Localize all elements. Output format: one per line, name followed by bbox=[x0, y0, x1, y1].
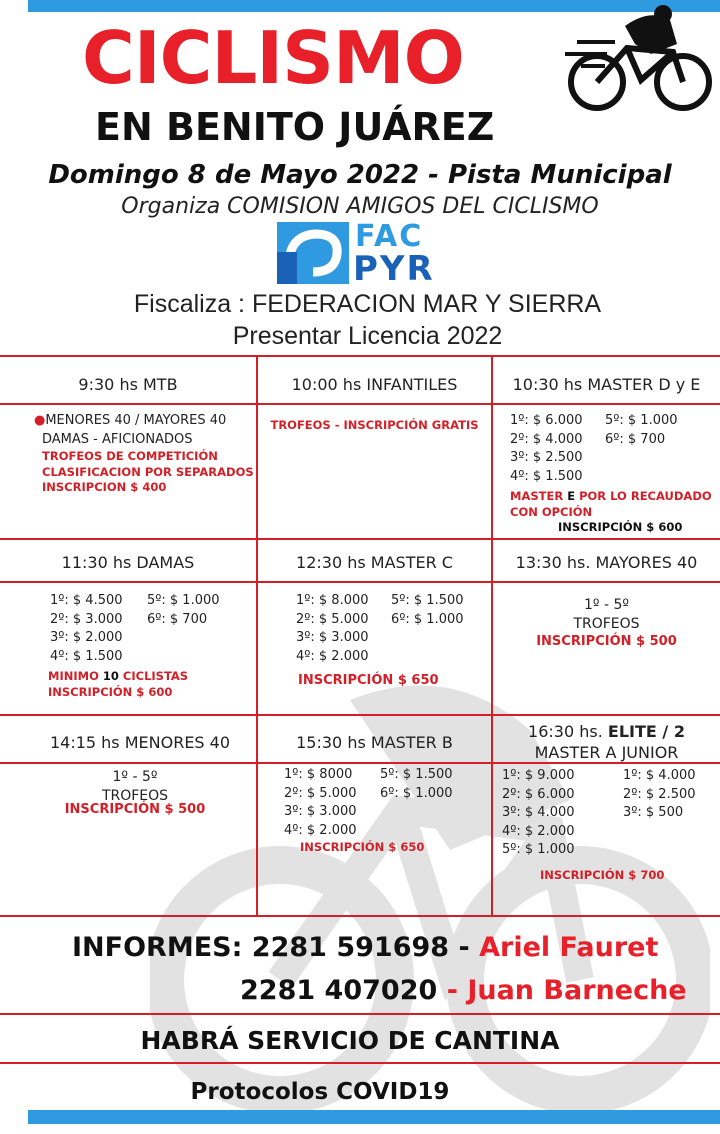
informes-line-1 bbox=[72, 932, 658, 963]
note-opcion: CON OPCIÓN bbox=[510, 504, 593, 519]
prize-5: 5º: $ 1.500 bbox=[391, 593, 464, 608]
master-d-e-prizes-right bbox=[605, 412, 715, 449]
elite-time: 16:30 hs. bbox=[528, 722, 603, 741]
table-line bbox=[0, 538, 720, 540]
informes-label: INFORMES: bbox=[72, 932, 243, 963]
minimum-cyclists: CICLISTAS bbox=[122, 669, 189, 683]
trophies-label: TROFEOS bbox=[101, 787, 169, 804]
junior-prize-2: 2º: $ 2.500 bbox=[623, 786, 696, 802]
master-b-inscription: INSCRIPCIÓN $ 650 bbox=[300, 840, 425, 854]
trophies-range: 1º - 5º bbox=[112, 769, 158, 785]
cantina-notice: HABRÁ SERVICIO DE CANTINA bbox=[140, 1026, 560, 1055]
mtb-inscription: INSCRIPCION $ 400 bbox=[42, 480, 167, 494]
menores-40-details bbox=[0, 768, 270, 820]
prize-3: 3º: $ 2.000 bbox=[50, 630, 123, 645]
menores-40-inscription: INSCRIPCIÓN $ 500 bbox=[64, 802, 206, 817]
damas-inscription: INSCRIPCIÓN $ 600 bbox=[48, 684, 173, 699]
schedule-elite bbox=[493, 721, 720, 763]
infantiles-trophies: TROFEOS - INSCRIPCIÓN GRATIS bbox=[270, 418, 479, 432]
table-line bbox=[0, 581, 720, 583]
elite-inscription: INSCRIPCIÓN $ 700 bbox=[540, 868, 665, 882]
master-c-prizes-right bbox=[391, 592, 489, 629]
prize-4: 4º: $ 2.000 bbox=[502, 823, 575, 839]
prize-6: 6º: $ 700 bbox=[605, 431, 666, 447]
elite-subcategories: MASTER A JUNIOR bbox=[534, 743, 679, 762]
trophies-label: TROFEOS bbox=[573, 615, 640, 632]
schedule-menores-40: 14:15 hs MENORES 40 bbox=[49, 733, 231, 752]
elite-prizes-right bbox=[623, 767, 718, 823]
prize-4: 4º: $ 1.500 bbox=[50, 648, 123, 664]
separator: - bbox=[446, 975, 458, 1006]
note-e: E bbox=[567, 489, 576, 503]
mtb-categories: MENORES 40 / MAYORES 40 bbox=[45, 413, 227, 428]
prize-3: 3º: $ 2.500 bbox=[510, 450, 583, 465]
master-c-prizes-left bbox=[296, 592, 392, 666]
table-line bbox=[0, 1062, 720, 1064]
master-c-inscription: INSCRIPCIÓN $ 650 bbox=[298, 673, 439, 688]
master-b-prizes-left bbox=[284, 766, 380, 840]
table-line bbox=[0, 714, 720, 716]
elite-notes bbox=[540, 868, 715, 884]
organizer-line: Organiza COMISION AMIGOS DEL CICLISMO bbox=[121, 194, 599, 219]
phone-2: 2281 407020 bbox=[240, 975, 438, 1006]
prize-2: 2º: $ 6.000 bbox=[502, 786, 575, 802]
fiscaliza-line: Fiscaliza : FEDERACION MAR Y SIERRA bbox=[133, 290, 602, 318]
prize-5: 5º: $ 1.500 bbox=[380, 767, 453, 782]
mtb-trophies: TROFEOS DE COMPETICIÓN bbox=[42, 449, 218, 463]
note-recaudado: POR LO RECAUDADO bbox=[579, 489, 712, 503]
table-line bbox=[0, 355, 720, 357]
junior-prize-1: 1º: $ 4.000 bbox=[623, 768, 696, 783]
note-master: MASTER bbox=[510, 489, 564, 503]
bullet-icon: ● bbox=[34, 413, 46, 428]
prize-3: 3º: $ 3.000 bbox=[296, 630, 369, 645]
minimum-number: 10 bbox=[102, 669, 119, 683]
schedule-mtb: 9:30 hs MTB bbox=[78, 375, 178, 394]
prize-1: 1º: $ 9.000 bbox=[502, 768, 575, 783]
prize-1: 1º: $ 8000 bbox=[284, 767, 353, 782]
facpyr-logo-icon bbox=[277, 222, 349, 284]
table-line bbox=[0, 1013, 720, 1015]
mayores-40-inscription: INSCRIPCIÓN $ 500 bbox=[536, 634, 677, 649]
separator: - bbox=[458, 932, 470, 963]
event-date: Domingo 8 de Mayo 2022 - Pista Municipal bbox=[48, 160, 672, 190]
prize-6: 6º: $ 1.000 bbox=[391, 611, 464, 627]
schedule-master-b: 15:30 hs MASTER B bbox=[296, 733, 453, 752]
mtb-details bbox=[34, 412, 254, 496]
prize-4: 4º: $ 2.000 bbox=[284, 822, 357, 838]
schedule-master-d-e: 10:30 hs MASTER D y E bbox=[512, 375, 701, 394]
logo-text-top: FAC bbox=[355, 219, 424, 254]
elite-prizes-left bbox=[502, 767, 612, 860]
mtb-classification: CLASIFICACION POR SEPARADOS bbox=[42, 464, 254, 479]
phone-1: 2281 591698 bbox=[251, 932, 450, 963]
contact-name-2: Juan Barneche bbox=[467, 975, 687, 1006]
prize-1: 1º: $ 4.500 bbox=[50, 593, 123, 608]
damas-notes bbox=[48, 669, 254, 700]
damas-prizes-right bbox=[147, 592, 253, 629]
bottom-blue-band bbox=[28, 1110, 720, 1124]
schedule-mayores-40: 13:30 hs. MAYORES 40 bbox=[515, 553, 698, 572]
master-c-notes bbox=[298, 672, 488, 691]
prize-2: 2º: $ 5.000 bbox=[296, 611, 369, 627]
master-d-e-inscription: INSCRIPCIÓN $ 600 bbox=[558, 520, 683, 534]
event-location: EN BENITO JUÁREZ bbox=[95, 105, 495, 149]
prize-5: 5º: $ 1.000 bbox=[502, 842, 575, 857]
prize-2: 2º: $ 4.000 bbox=[510, 431, 583, 447]
table-column-line bbox=[256, 355, 258, 915]
facpyr-logo bbox=[275, 220, 475, 288]
prize-1: 1º: $ 8.000 bbox=[296, 593, 369, 608]
covid-notice: Protocolos COVID19 bbox=[190, 1079, 450, 1105]
contact-name-1: Ariel Fauret bbox=[479, 932, 659, 963]
damas-prizes-left bbox=[50, 592, 150, 666]
schedule-infantiles: 10:00 hs INFANTILES bbox=[291, 375, 458, 394]
master-b-prizes-right bbox=[380, 766, 488, 803]
junior-prize-3: 3º: $ 500 bbox=[623, 805, 684, 820]
cyclist-icon bbox=[555, 4, 715, 114]
prize-2: 2º: $ 3.000 bbox=[50, 611, 123, 627]
event-title: CICLISMO bbox=[82, 16, 464, 100]
prize-3: 3º: $ 3.000 bbox=[284, 804, 357, 819]
prize-6: 6º: $ 1.000 bbox=[380, 785, 453, 801]
prize-2: 2º: $ 5.000 bbox=[284, 785, 357, 801]
prize-4: 4º: $ 1.500 bbox=[510, 468, 583, 484]
prize-1: 1º: $ 6.000 bbox=[510, 413, 583, 428]
master-b-notes bbox=[300, 840, 488, 856]
mayores-40-details bbox=[493, 596, 720, 652]
minimum-label: MINIMO bbox=[48, 669, 99, 683]
prize-4: 4º: $ 2.000 bbox=[296, 648, 369, 664]
master-d-e-notes bbox=[510, 489, 718, 536]
table-line bbox=[0, 915, 720, 917]
prize-3: 3º: $ 4.000 bbox=[502, 805, 575, 820]
trophies-range: 1º - 5º bbox=[584, 597, 629, 613]
mtb-categories-2: DAMAS - AFICIONADOS bbox=[42, 431, 193, 447]
table-line bbox=[0, 403, 720, 405]
elite-label: ELITE / 2 bbox=[607, 722, 685, 741]
infantiles-details bbox=[258, 418, 491, 434]
master-d-e-prizes-left bbox=[510, 412, 606, 486]
informes-line-2 bbox=[240, 975, 687, 1006]
prize-6: 6º: $ 700 bbox=[147, 611, 208, 627]
schedule-master-c: 12:30 hs MASTER C bbox=[296, 553, 453, 572]
prize-5: 5º: $ 1.000 bbox=[147, 593, 220, 608]
schedule-damas: 11:30 hs DAMAS bbox=[61, 553, 195, 572]
logo-text-bottom: PYR bbox=[353, 249, 435, 289]
prize-5: 5º: $ 1.000 bbox=[605, 413, 678, 428]
license-line: Presentar Licencia 2022 bbox=[232, 322, 503, 350]
